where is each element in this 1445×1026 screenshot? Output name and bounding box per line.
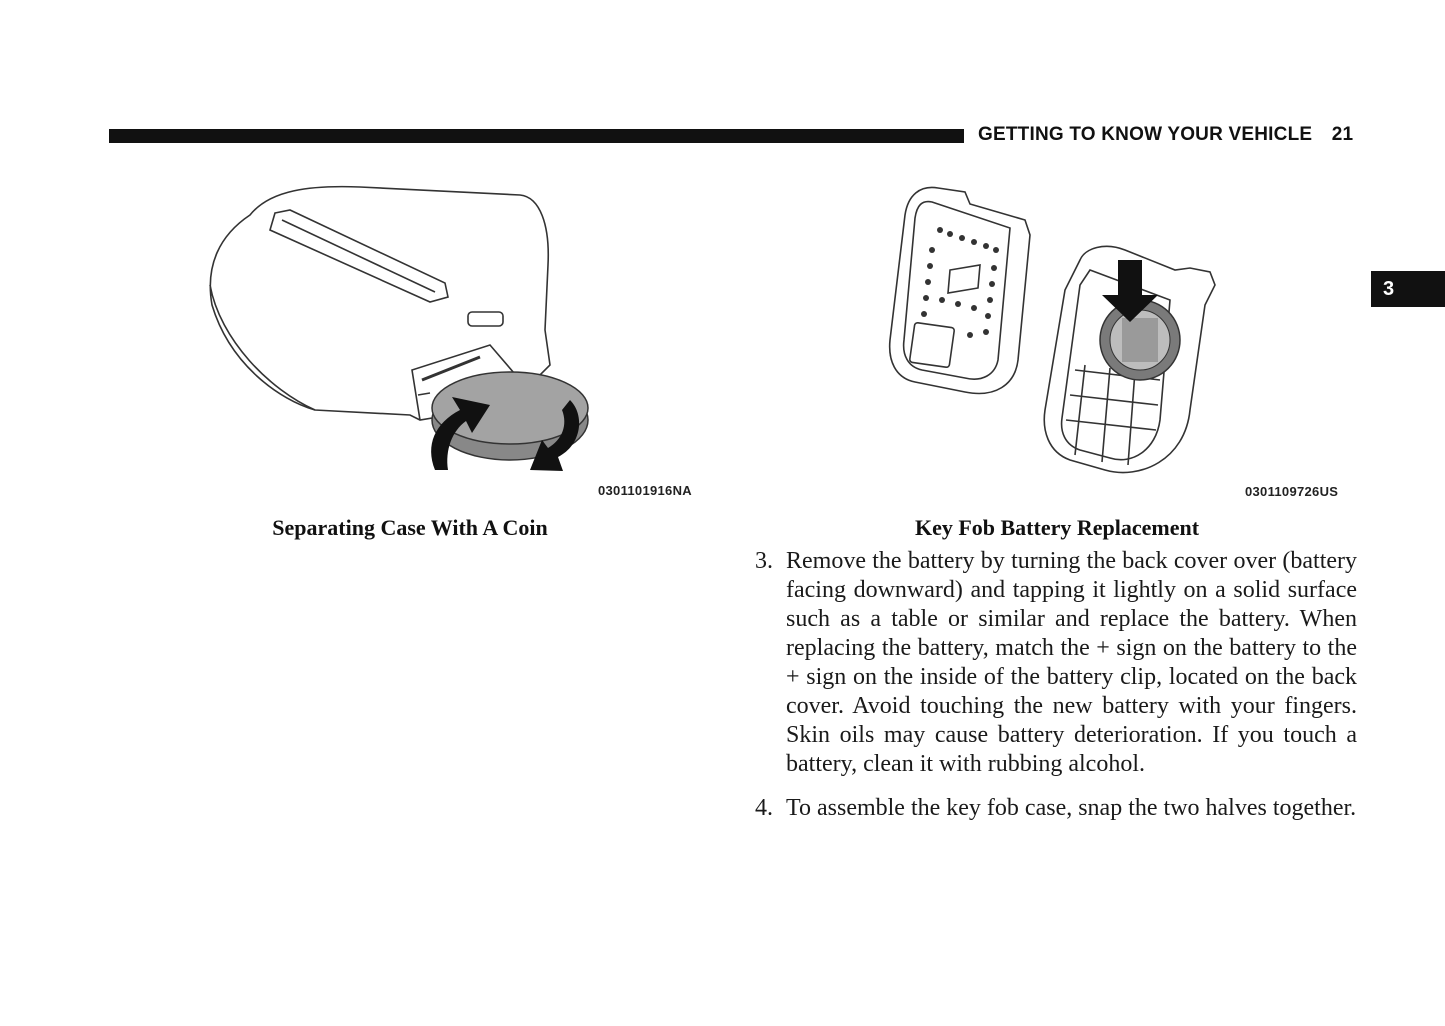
- step-text: To assemble the key fob case, snap the two halves together.: [786, 795, 1357, 821]
- header-rule: [109, 129, 964, 143]
- figure-caption: Separating Case With A Coin: [272, 515, 548, 540]
- figure-separating-case: [190, 165, 720, 505]
- running-header: [978, 124, 1353, 148]
- instruction-steps: [755, 547, 1357, 838]
- figure-battery-replacement: [870, 170, 1365, 505]
- chapter-tab: 3: [1371, 271, 1445, 307]
- section-title: GETTING TO KNOW YOUR VEHICLE: [978, 124, 1313, 145]
- step-text: Remove the battery by turning the back cover over (battery facing downward) and tapping it lightly on a solid surface such as a table or similar and replace the battery. When replacing the battery, match the + sign on the battery to the + sign on the inside of the battery clip, located on the back cover. Avoid touching the new battery with your fingers. Skin oils may cause battery deterioration. If you touch a battery, clean it with rubbing alcohol.: [786, 548, 1357, 777]
- step-item: [755, 547, 1357, 779]
- figure-code: 0301109726US: [1245, 484, 1339, 499]
- figure-code: 0301101916NA: [598, 483, 692, 498]
- figure-caption: Key Fob Battery Replacement: [914, 515, 1200, 540]
- step-number: 3.: [755, 548, 773, 574]
- key-fob-coin-illustration: [190, 165, 720, 505]
- step-item: [755, 794, 1357, 823]
- step-number: 4.: [755, 795, 773, 821]
- key-fob-battery-illustration: [870, 170, 1365, 505]
- page-number: 21: [1331, 124, 1354, 145]
